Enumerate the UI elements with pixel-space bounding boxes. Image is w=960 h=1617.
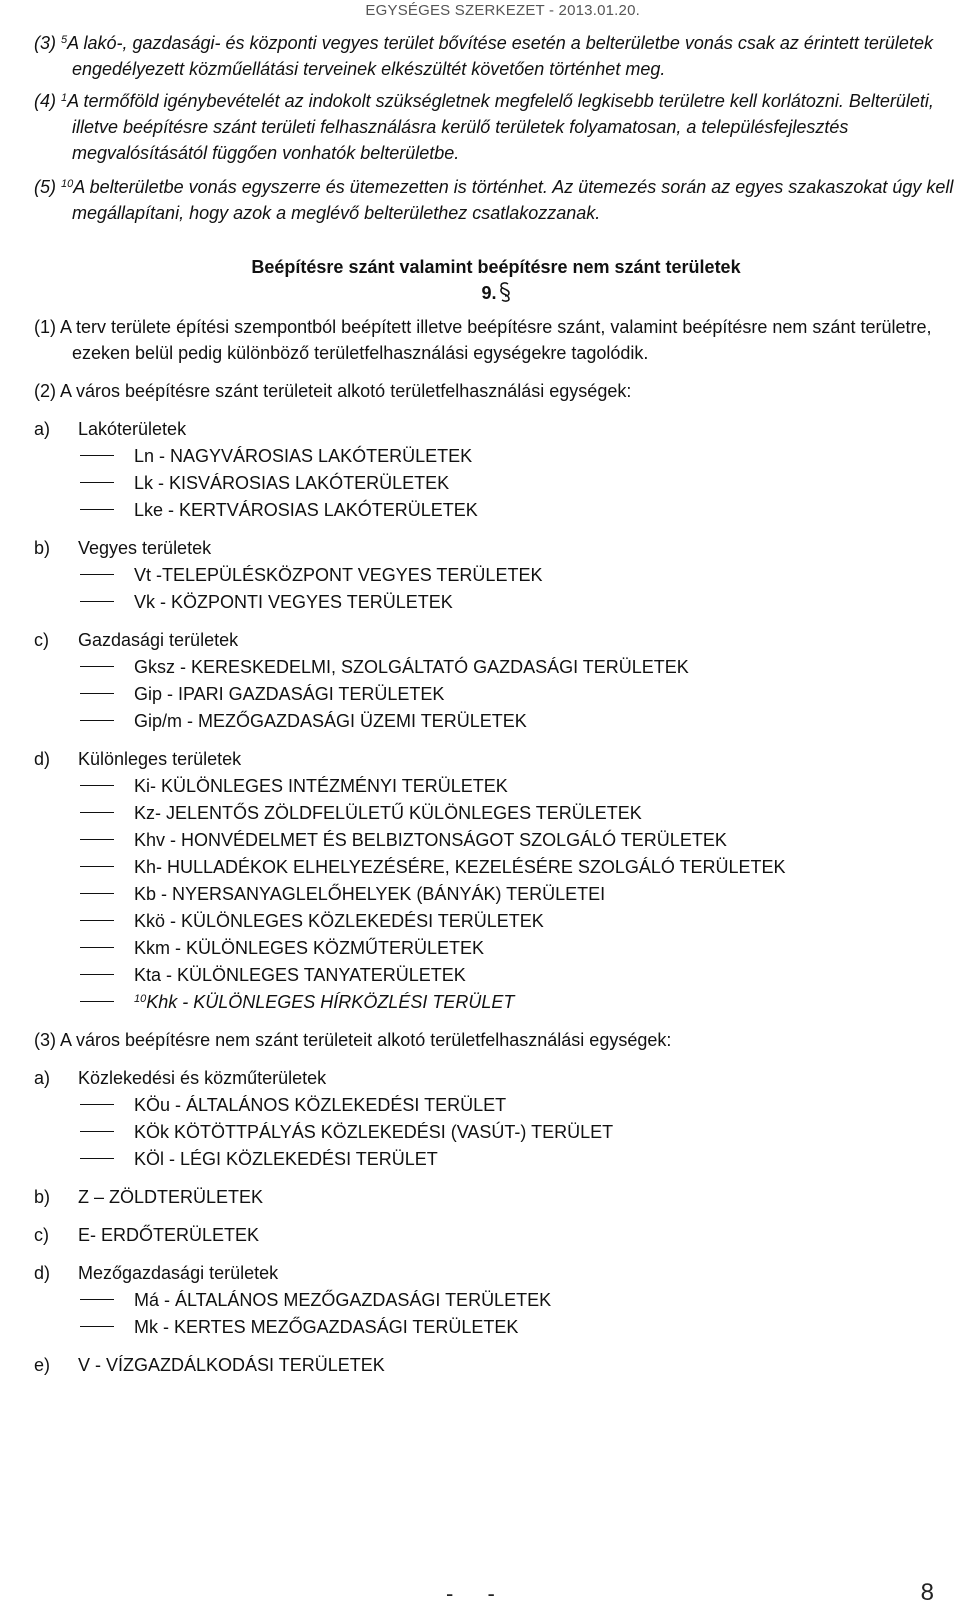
category-label (34, 1065, 958, 1091)
paragraph-text: A lakó-, gazdasági- és központi vegyes terület bővítése esetén a belterületbe vonás csak az érintett területek engedélyezett közműellátási terveinek elkészültét követően történhet meg. (67, 33, 933, 79)
dash-bullet-icon (80, 920, 114, 921)
dash-bullet-icon (80, 1299, 114, 1300)
list-item-content (134, 654, 689, 680)
list-item-content (134, 1119, 613, 1145)
category-letter: a) (34, 1068, 51, 1088)
list-item (34, 442, 958, 469)
list-item (34, 826, 958, 853)
footnote-ref[interactable]: 10 (134, 992, 147, 1005)
list-item-text: Gip/m - MEZŐGAZDASÁGI ÜZEMI TERÜLETEK (134, 710, 527, 731)
paragraph-3 (34, 30, 958, 82)
category-letter: b) (34, 1187, 51, 1207)
list-item-content (134, 443, 472, 469)
category-group (34, 746, 958, 1015)
list-item-content (134, 989, 514, 1015)
category-label (34, 1184, 958, 1210)
dash-bullet-icon (80, 455, 114, 456)
footnote-ref[interactable]: 1 (61, 92, 68, 104)
list-item (34, 1091, 958, 1118)
dash-bullet-icon (80, 693, 114, 694)
list-item-text: Kkö - KÜLÖNLEGES KÖZLEKEDÉSI TERÜLETEK (134, 910, 544, 931)
list-item-text: Ln - NAGYVÁROSIAS LAKÓTERÜLETEK (134, 445, 473, 466)
list-item-text: KÖl - LÉGI KÖZLEKEDÉSI TERÜLET (134, 1148, 438, 1169)
category-name: Lakóterületek (78, 419, 187, 439)
paragraph-5 (34, 174, 958, 226)
page-number: 8 (920, 1579, 934, 1606)
category-letter: c) (34, 1225, 49, 1245)
paragraph-9-2: (2) A város beépítésre szánt területeit alkotó területfelhasználási egységek: (34, 381, 632, 401)
list-item (34, 799, 958, 826)
list-item-content (134, 681, 444, 707)
category-name: Vegyes területek (78, 538, 212, 558)
category-name: Z – ZÖLDTERÜLETEK (78, 1187, 264, 1207)
category-letter: e) (34, 1355, 51, 1375)
list-item-text: Mk - KERTES MEZŐGAZDASÁGI TERÜLETEK (134, 1316, 519, 1337)
category-name: Gazdasági területek (78, 630, 239, 650)
category-name: Közlekedési és közműterületek (78, 1068, 327, 1088)
category-group (34, 416, 958, 523)
dash-bullet-icon (80, 1326, 114, 1327)
list-item (34, 653, 958, 680)
category-group (34, 1065, 958, 1172)
built-area-list (34, 416, 958, 1015)
category-letter: d) (34, 1263, 51, 1283)
list-item-text: Kz- JELENTŐS ZÖLDFELÜLETŰ KÜLÖNLEGES TERÜLETEK (134, 802, 642, 823)
list-item (34, 707, 958, 734)
section-number (34, 280, 958, 306)
list-item (34, 469, 958, 496)
dash-bullet-icon (80, 720, 114, 721)
unbuilt-area-list (34, 1065, 958, 1378)
paragraph-text: A belterületbe vonás egyszerre és ütemezetten is történhet. (73, 177, 548, 197)
category-name: Mezőgazdasági területek (78, 1263, 279, 1283)
list-item (34, 961, 958, 988)
list-item-text: Lke - KERTVÁROSIAS LAKÓTERÜLETEK (134, 499, 478, 520)
list-item (34, 496, 958, 523)
list-item-text: Kkm - KÜLÖNLEGES KÖZMŰTERÜLETEK (134, 937, 485, 958)
list-item-content (134, 881, 605, 907)
dash-bullet-icon (80, 947, 114, 948)
list-item-text: KÖu - ÁLTALÁNOS KÖZLEKEDÉSI TERÜLET (134, 1094, 507, 1115)
paragraph-number: (5) (34, 177, 61, 197)
paragraph-text: A termőföld igénybevételét az indokolt szükségletnek megfelelő legkisebb területre kell korlátozni. (67, 91, 844, 111)
list-item (34, 588, 958, 615)
section-number-text: 9. (481, 283, 497, 303)
list-item-text: Vt -TELEPÜLÉSKÖZPONT VEGYES TERÜLETEK (134, 564, 543, 585)
dash-bullet-icon (80, 785, 114, 786)
category-letter: b) (34, 538, 51, 558)
list-item-content (134, 708, 527, 734)
dash-bullet-icon (80, 1104, 114, 1105)
paragraph-number: (4) (34, 91, 61, 111)
dash-bullet-icon (80, 601, 114, 602)
category-group (34, 535, 958, 615)
dash-bullet-icon (80, 812, 114, 813)
category-label (34, 1222, 958, 1248)
dash-bullet-icon (80, 1131, 114, 1132)
category-name: Különleges területek (78, 749, 242, 769)
category-group (34, 1184, 958, 1210)
dash-bullet-icon (80, 574, 114, 575)
list-item-content (134, 1146, 438, 1172)
page-header: EGYSÉGES SZERKEZET - 2013.01.20. (365, 2, 640, 19)
list-item-content (134, 562, 542, 588)
category-label (34, 416, 958, 442)
list-item (34, 907, 958, 934)
footnote-ref[interactable]: 5 (61, 34, 68, 46)
category-group (34, 1260, 958, 1340)
category-label (34, 1260, 958, 1286)
paragraph-mark-icon (499, 282, 511, 302)
list-item-text: Ki- KÜLÖNLEGES INTÉZMÉNYI TERÜLETEK (134, 775, 508, 796)
paragraph-9-1: (1) A terv területe építési szempontból beépített illetve beépítésre szánt, valamint beépítésre nem szánt területre, ezeken belül pedig különböző területfelhasználási egységekre tagolódik. (34, 317, 932, 363)
dash-bullet-icon (80, 1158, 114, 1159)
dash-bullet-icon (80, 666, 114, 667)
dash-bullet-icon (80, 893, 114, 894)
category-letter: c) (34, 630, 49, 650)
section-title: Beépítésre szánt valamint beépítésre nem szánt területek (251, 257, 741, 277)
paragraph-4 (34, 88, 958, 166)
list-item-content (134, 800, 642, 826)
footer-dashes: - - (446, 1581, 509, 1606)
dash-bullet-icon (80, 509, 114, 510)
dash-bullet-icon (80, 866, 114, 867)
list-item-text: Gip - IPARI GAZDASÁGI TERÜLETEK (134, 683, 445, 704)
category-label (34, 535, 958, 561)
list-item-text: Vk - KÖZPONTI VEGYES TERÜLETEK (134, 591, 453, 612)
list-item-content (134, 962, 466, 988)
category-group (34, 627, 958, 734)
list-item-content (134, 1287, 551, 1313)
category-label (34, 746, 958, 772)
dash-bullet-icon (80, 974, 114, 975)
list-item-content (134, 497, 478, 523)
list-item (34, 988, 958, 1015)
list-item-content (134, 589, 453, 615)
category-name: V - VÍZGAZDÁLKODÁSI TERÜLETEK (78, 1355, 385, 1375)
list-item (34, 853, 958, 880)
list-item-content (134, 935, 484, 961)
paragraph-9-3: (3) A város beépítésre nem szánt területeit alkotó területfelhasználási egységek: (34, 1030, 672, 1050)
category-name: E- ERDŐTERÜLETEK (78, 1225, 260, 1245)
dash-bullet-icon (80, 839, 114, 840)
list-item-text: Kh- HULLADÉKOK ELHELYEZÉSÉRE, KEZELÉSÉRE SZOLGÁLÓ TERÜLETEK (134, 856, 786, 877)
list-item-text: KÖk KÖTÖTTPÁLYÁS KÖZLEKEDÉSI (VASÚT-) TERÜLET (134, 1121, 614, 1142)
category-group (34, 1352, 958, 1378)
list-item (34, 1313, 958, 1340)
dash-bullet-icon (80, 482, 114, 483)
category-label (34, 1352, 958, 1378)
list-item-content (134, 854, 786, 880)
list-item-text: Lk - KISVÁROSIAS LAKÓTERÜLETEK (134, 472, 450, 493)
footnote-ref[interactable]: 10 (61, 178, 74, 190)
list-item (34, 1286, 958, 1313)
list-item-content (134, 470, 449, 496)
list-item (34, 1145, 958, 1172)
category-letter: d) (34, 749, 51, 769)
list-item-text: Khk - KÜLÖNLEGES HÍRKÖZLÉSI TERÜLET (146, 991, 515, 1012)
paragraph-number: (3) (34, 33, 61, 53)
list-item (34, 934, 958, 961)
paragraph-text-cont: Belterületi, illetve beépítésre szánt területi felhasználásra kerülő területek folyamatosan, a településfejlesztés megvalósításától függően vonhatók belterületbe. (72, 91, 934, 163)
list-item-text: Kta - KÜLÖNLEGES TANYATERÜLETEK (134, 964, 466, 985)
dash-bullet-icon (80, 1001, 114, 1002)
list-item (34, 880, 958, 907)
list-item (34, 772, 958, 799)
paragraph-text-cont: Az ütemezés során az egyes szakaszokat úgy kell megállapítani, hogy azok a meglévő belterülethez csatlakozzanak. (72, 177, 954, 223)
list-item-content (134, 1314, 518, 1340)
list-item-text: Khv - HONVÉDELMET ÉS BELBIZTONSÁGOT SZOLGÁLÓ TERÜLETEK (134, 829, 727, 850)
category-label (34, 627, 958, 653)
category-letter: a) (34, 419, 51, 439)
list-item-text: Kb - NYERSANYAGLELŐHELYEK (BÁNYÁK) TERÜLETEI (134, 883, 606, 904)
list-item-content (134, 1092, 506, 1118)
category-group (34, 1222, 958, 1248)
list-item (34, 561, 958, 588)
list-item-content (134, 827, 727, 853)
list-item-content (134, 773, 508, 799)
list-item-text: Má - ÁLTALÁNOS MEZŐGAZDASÁGI TERÜLETEK (134, 1289, 552, 1310)
list-item (34, 680, 958, 707)
list-item-text: Gksz - KERESKEDELMI, SZOLGÁLTATÓ GAZDASÁGI TERÜLETEK (134, 656, 689, 677)
list-item (34, 1118, 958, 1145)
list-item-content (134, 908, 544, 934)
document-body (34, 30, 958, 1378)
